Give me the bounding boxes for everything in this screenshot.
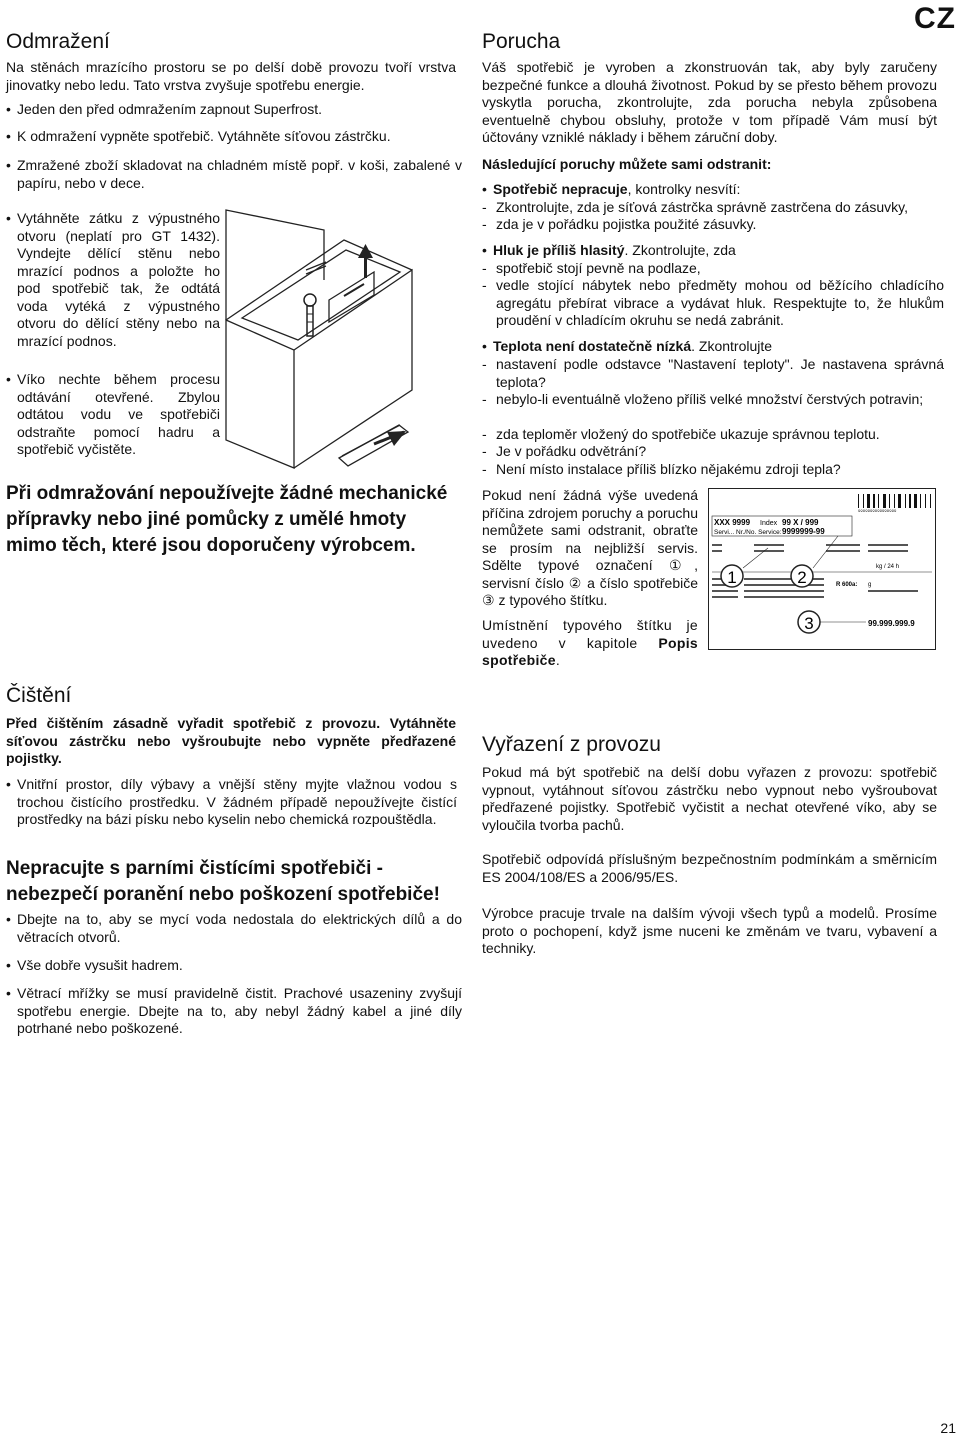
barcode-bar	[863, 494, 864, 508]
defrost-intro: Na stěnách mrazícího prostoru se po delší době provozu tvoří vrstva jinovatky nebo ledu. Tato vrstva zvyšuje spotřebu energie.	[6, 59, 456, 93]
marker-1-icon	[721, 565, 743, 587]
fault-g1-item-1: - Zkontrolujte, zda je síťová zástrčka správně zastrčena do zásuvky,	[482, 199, 944, 217]
language-tag: CZ	[914, 2, 956, 35]
decommission-title: Vyřazení z provozu	[482, 733, 661, 756]
label-index-label: Index	[760, 520, 778, 527]
page-number: 21	[940, 1420, 956, 1436]
fault-group-2-rest: . Zkontrolujte, zda	[624, 242, 736, 258]
cleaning-title: Čištění	[6, 684, 72, 707]
fault-g3-item-3: - zda teploměr vložený do spotřebiče ukazuje správnou teplotu.	[482, 426, 944, 444]
barcode-bar	[858, 494, 859, 508]
barcode-bar	[894, 494, 895, 508]
service-text: Pokud není žádná výše uvedená příčina zdrojem poruchy a poruchu nemůžete sami odstranit, obraťte se prosím na nejbližší servis. Sdělte typové označení ①, servisní číslo ② a číslo spotřebiče ③ z typového štítku.	[482, 487, 698, 608]
fault-group-3-rest: . Zkontrolujte	[691, 338, 773, 354]
defrost-bullet-2: • K odmražení vypněte spotřebič. Vytáhněte síťovou zástrčku.	[6, 128, 457, 146]
marker-2-number: 2	[797, 568, 807, 587]
barcode-bar	[925, 494, 926, 508]
type-plate-illustration	[708, 488, 936, 650]
barcode-bar	[883, 494, 886, 508]
cleaning-lead: Před čištěním zásadně vyřadit spotřebič z provozu. Vytáhněte síťovou zástrčku nebo vyšroubujte nebo vypněte předřazené pojistky.	[6, 715, 456, 766]
up-arrow-icon	[358, 244, 373, 278]
fault-title: Porucha	[482, 30, 561, 53]
cleaning-bullet-2: • Dbejte na to, aby se mycí voda nedostala do elektrických dílů a do větracích otvorů.	[6, 911, 462, 946]
defrost-bullet-5: • Víko nechte během procesu odtávání otevřené. Zbylou odtátou vodu ve spotřebiči odstraňte pomocí hadru a spotřebič vyčistěte.	[6, 371, 220, 459]
plate-location-text	[482, 617, 698, 670]
defrost-warning: Při odmražování nepoužívejte žádné mechanické přípravky nebo jiné pomůcky z umělé hmoty mimo těch, které jsou doporučeny výrobcem.	[6, 483, 448, 556]
cleaning-bullet-1: • Vnitřní prostor, díly výbavy a vnější stěny myjte vlažnou vodou s trochou čistícího prostředku. V žádném případě nepoužívejte čistící prostředky na bázi písku nebo kyselin nebo chemická rozpouštědla.	[6, 776, 457, 829]
barcode-bar	[920, 494, 921, 508]
barcode-bar	[873, 494, 875, 508]
label-serial: 99.999.999.9	[868, 619, 915, 628]
cabinet-top	[226, 240, 412, 320]
fault-intro: Váš spotřebič je vyroben a zkonstruován tak, aby byly zaručeny bezpečné funkce a dlouhá životnost. Pokud by se přesto během provozu vyskytla porucha, zkontrolujte, zda porucha nebyla způsobena eventuelně chybou obsluhy, protože v tom případě Vám musí být účtovány vzniklé náklady i během záruční doby.	[482, 59, 937, 145]
barcode-bar	[889, 494, 890, 508]
defrost-title: Odmražení	[6, 30, 110, 53]
label-index-value: 99 X / 999	[782, 518, 819, 527]
decommission-p1: Pokud má být spotřebič na delší dobu vyřazen z provozu: spotřebič vypnout, vytáhnout síťovou zástrčku nebo vypnout nebo vyšroubovat předřazené pojistky. Spotřebič vyčistit a nechat otevřené víko, aby se vyloučila tvorba pachů.	[482, 764, 937, 833]
barcode-caption: 9999999999999999	[858, 510, 897, 514]
cleaning-warning: Nepracujte s parními čistícími spotřebiči - nebezpečí poranění nebo poškození spotřebiče!	[6, 858, 440, 905]
cleaning-bullet-3: • Vše dobře vysušit hadrem.	[6, 957, 457, 975]
plate-location-end: .	[555, 652, 561, 668]
fault-g3-item-4: - Je v pořádku odvětrání?	[482, 443, 944, 461]
cabinet-front	[226, 320, 294, 468]
label-capacity: kg / 24 h	[876, 564, 900, 570]
marker-2-icon	[791, 565, 813, 587]
fault-g1-item-2: - zda je v pořádku pojistka použité zásuvky.	[482, 216, 944, 234]
barcode-bar	[905, 494, 906, 508]
label-service-value: 9999999-99	[782, 527, 825, 536]
marker-1-number: 1	[727, 568, 737, 587]
fault-group-3	[482, 338, 938, 356]
defrost-bullet-1: • Jeden den před odmražením zapnout Superfrost.	[6, 101, 457, 119]
lid-outline	[226, 210, 324, 320]
barcode-bar	[867, 494, 870, 508]
label-r600-unit: g	[868, 582, 872, 588]
fault-group-2	[482, 242, 938, 260]
fault-subhead: Následující poruchy můžete sami odstranit:	[482, 156, 772, 172]
barcode-bar	[909, 494, 911, 508]
fault-g3-item-5: - Není místo instalace příliš blízko nějakému zdroji tepla?	[482, 461, 944, 479]
barcode-bar	[930, 494, 931, 508]
fault-group-2-head: Hluk je příliš hlasitý	[493, 242, 625, 258]
defrost-bullet-3: • Zmražené zboží skladovat na chladném místě popř. v koši, zabalené v papíru, nebo v dece.	[6, 157, 462, 192]
barcode-bar	[898, 494, 901, 508]
freezer-defrost-illustration	[224, 200, 414, 480]
fault-g2-item-1: - spotřebič stojí pevně na podlaze,	[482, 260, 944, 278]
decommission-p3: Výrobce pracuje trvale na dalším vývoji všech typů a modelů. Prosíme proto o pochopení, když jsme nuceni ke změnám ve tvaru, vybavení a techniky.	[482, 905, 937, 956]
plate-location-a: Umístnění typového štítku je uvedeno v kapitole	[482, 617, 698, 651]
barcode-bar	[914, 494, 917, 508]
fault-g2-item-2: - vedle stojící nábytek nebo předměty mohou od běžícího chladícího agregátu přebírat vibrace a vydávat hluk. Respektujte to, že hlukům proudění v chladícím okruhu se nedá zabránit.	[482, 277, 944, 330]
marker-3-number: 3	[804, 614, 814, 633]
fault-group-1-head: Spotřebič nepracuje	[493, 181, 628, 197]
label-service-label: Servi... Nr./No. Service:	[714, 529, 782, 536]
marker-3-icon	[798, 611, 820, 633]
fault-group-1-rest: , kontrolky nesvítí:	[627, 181, 741, 197]
fault-group-1	[482, 181, 938, 199]
plate-location-chapter: Popis spotřebiče	[482, 634, 698, 668]
tray-arrow-icon	[374, 431, 406, 446]
fault-g3-item-2: - nebylo-li eventuálně vloženo příliš velké množství čerstvých potravin;	[482, 391, 944, 409]
decommission-p2: Spotřebič odpovídá příslušným bezpečnostním podmínkám a směrnicím ES 2004/108/ES a 2006/95/ES.	[482, 851, 937, 885]
fault-g3-item-1: - nastavení podle odstavce "Nastavení teploty". Je nastavena správná teplota?	[482, 356, 944, 391]
barcode-bar	[878, 494, 879, 508]
label-type: XXX 9999	[714, 518, 751, 527]
cleaning-bullet-4: • Větrací mřížky se musí pravidelně čistit. Prachové usazeniny zvyšují spotřebu energie. Dbejte na to, aby nebyl žádný kabel a jiné díly potrhané nebo poškozené.	[6, 985, 462, 1038]
label-r600: R 600a:	[836, 582, 858, 588]
barcode-graphic	[858, 494, 931, 508]
fault-group-3-head: Teplota není dostatečně nízká	[493, 338, 692, 354]
defrost-bullet-4: • Vytáhněte zátku z výpustného otvoru (neplatí pro GT 1432). Vyndejte dělící stěnu nebo mrazící podnos a položte ho pod spotřebič tak, že odtátá voda vytéká z výpustného otvoru do dělící stěny nebo na mrazící podnos.	[6, 210, 220, 350]
